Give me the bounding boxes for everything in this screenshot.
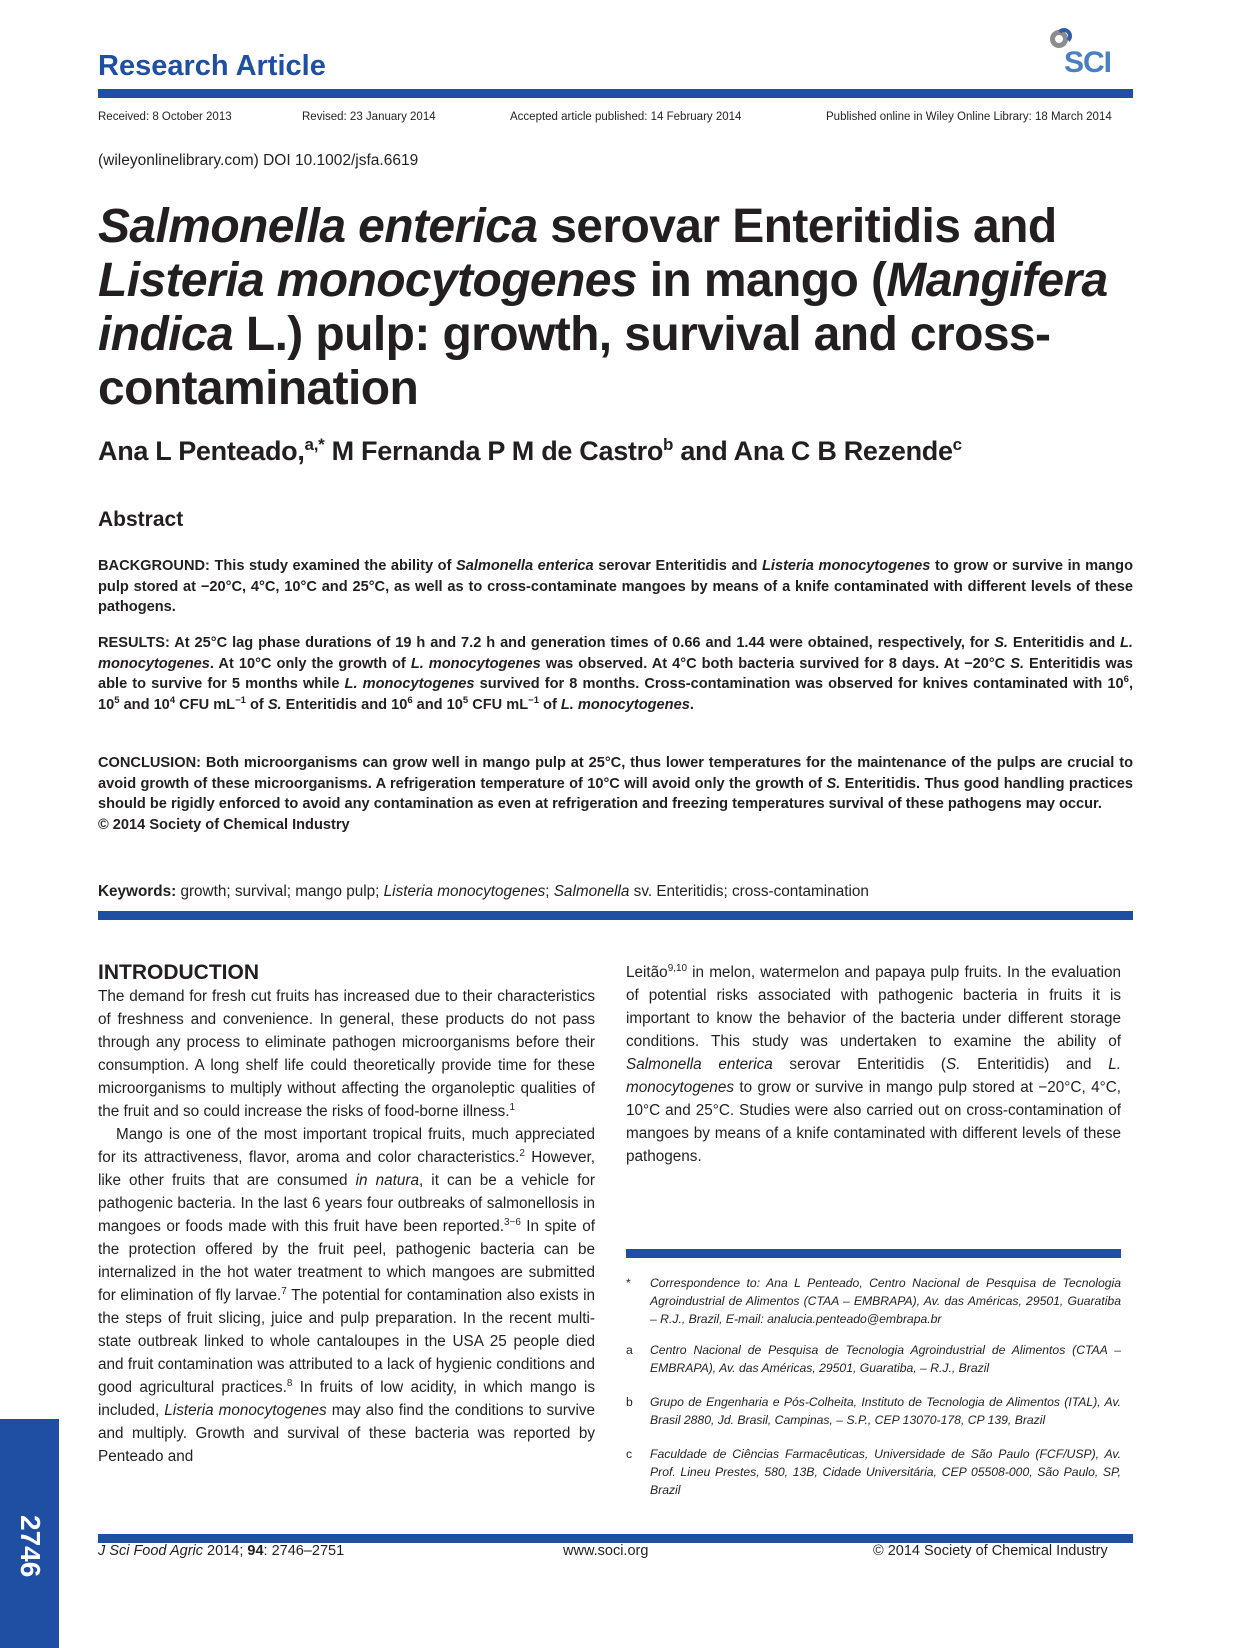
abstract-conclusion: CONCLUSION: Both microorganisms can grow well in mango pulp at 25°C, thus lower temperatures for the maintenance of the pulps are crucial to avoid growth of these microorganisms. A refrigeration temperature of 10°C will avoid only the growth of S. Enteritidis. Thus good handling practices should be rigidly enforced to avoid any contamination as even at refrigeration and freezing temperatures survival of these pathogens may occur. © 2014 Society of Chemical Industry: [98, 755, 1134, 833]
reference-link[interactable]: 9,10: [667, 962, 688, 974]
page-number: 2746: [15, 1515, 46, 1578]
author-list: [98, 436, 962, 467]
article-type-label: Research Article: [98, 50, 326, 82]
reference-link[interactable]: 1: [509, 1101, 516, 1113]
header-rule: [98, 89, 1133, 98]
received-date: Received: 8 October 2013: [98, 111, 232, 123]
footnote-text: Centro Nacional de Pesquisa de Tecnologia Agroindustrial de Alimentos (CTAA – EMBRAPA), Av. das Américas, 29501, Guaratiba, – R.J., Brazil: [650, 1343, 1121, 1375]
footnote-text: Faculdade de Ciências Farmacêuticas, Universidade de São Paulo (FCF/USP), Av. Prof. Lineu Prestes, 580, 13B, Cidade Universitária, CEP 05508-000, São Paulo, SP, Brazil: [650, 1447, 1121, 1497]
reference-link[interactable]: 7: [281, 1285, 287, 1297]
body-column-right: [626, 961, 1121, 1168]
footnote-correspondence: [626, 1274, 1121, 1328]
sci-logo: [1036, 28, 1132, 84]
title-species-1: Salmonella enterica: [98, 200, 538, 253]
footnote-affiliation-b: [626, 1393, 1121, 1429]
revised-date: Revised: 23 January 2014: [302, 111, 436, 123]
article-title: [98, 200, 1148, 416]
footer-copyright: © 2014 Society of Chemical Industry: [873, 1543, 1108, 1559]
abstract-heading: Abstract: [98, 508, 184, 531]
body-column-left: [98, 985, 595, 1468]
accepted-date: Accepted article published: 14 February 2014: [510, 111, 742, 123]
paragraph: Leitão$^{9,10}$ in melon, watermelon and papaya pulp fruits. In the evaluation of potential risks associated with pathogenic bacteria in fruits it is important to know the behavior of the bacteria under different storage conditions. This study was undertaken to examine the ability of Salmonella enterica serovar Enteritidis (S. Enteritidis) and L. monocytogenes to grow or survive in mango pulp stored at −20°C, 4°C, 10°C and 25°C. Studies were also carried out on cross-contamination of mangoes by means of a knife contaminated with different levels of these pathogens.: [626, 962, 1121, 1165]
affiliation-mark[interactable]: c: [952, 435, 962, 454]
title-part: in mango (: [636, 254, 887, 307]
footnote-affiliation-a: [626, 1341, 1121, 1377]
author-name[interactable]: and Ana C B Rezende: [673, 436, 953, 466]
footnote-mark: *: [626, 1276, 631, 1290]
published-date: Published online in Wiley Online Library: 18 March 2014: [826, 111, 1112, 123]
paragraph: The demand for fresh cut fruits has increased due to their characteristics of freshness and convenience. In general, these products do not pass through any process to eliminate pathogen microorganisms before their consumption. A long shelf life could theoretically provide time for these microorganisms to multiply without affecting the organoleptic qualities of the fruit and so could increase the risks of food-borne illness.$^1$: [98, 988, 595, 1120]
footnote-affiliation-c: [626, 1445, 1121, 1499]
title-part: L.) pulp: growth, survival and cross-contamination: [98, 308, 1051, 415]
keywords-label: Keywords:: [98, 883, 177, 900]
author-name[interactable]: M Fernanda P M de Castro: [324, 436, 664, 466]
website-link[interactable]: www.soci.org: [563, 1543, 649, 1559]
title-part: serovar Enteritidis and: [537, 200, 1057, 253]
abstract-copyright: © 2014 Society of Chemical Industry: [98, 816, 350, 833]
journal-citation: J Sci Food Agric 2014; 94: 2746–2751: [98, 1543, 345, 1559]
footnote-rule: [626, 1249, 1121, 1258]
footnote-text: Grupo de Engenharia e Pós-Colheita, Instituto de Tecnologia de Alimentos (ITAL), Av. Brasil 2880, Jd. Brasil, Campinas, – S.P., CEP 13070-178, CP 139, Brazil: [650, 1395, 1121, 1427]
footer-rule: [98, 1534, 1133, 1543]
reference-link[interactable]: 2: [519, 1147, 525, 1159]
footnote-mark: a: [626, 1343, 633, 1357]
doi-link[interactable]: (wileyonlinelibrary.com) DOI 10.1002/jsfa.6619: [98, 152, 419, 169]
title-species-2: Listeria monocytogenes: [98, 254, 637, 307]
affiliation-mark[interactable]: a,*: [304, 435, 325, 454]
keywords: Keywords: growth; survival; mango pulp; Listeria monocytogenes; Salmonella sv. Enteritidis; cross-contamination: [98, 883, 869, 900]
footnote-mark: b: [626, 1395, 633, 1409]
abstract-results: RESULTS: At 25°C lag phase durations of 19 h and 7.2 h and generation times of 0.66 and 1.44 were obtained, respectively, for S. Enteritidis and L. monocytogenes. At 10°C only the growth of L. monocytogenes was observed. At 4°C both bacteria survived for 8 days. At −20°C S. Enteritidis was able to survive for 5 months while L. monocytogenes survived for 8 months. Cross-contamination was observed for knives contaminated with $10^6$, $10^5$ and $10^4$ CFU $mL^{-1}$ of S. Enteritidis and $10^6$ and $10^5$ CFU $mL^{-1}$ of L. monocytogenes.: [98, 635, 1134, 713]
paragraph: Mango is one of the most important tropical fruits, much appreciated for its attractiveness, flavor, aroma and color characteristics.$^2$ However, like other fruits that are consumed in natura, it can be a vehicle for pathogenic bacteria. In the last 6 years four outbreaks of salmonellosis in mangoes or foods made with this fruit have been reported.$^{3-6}$ In spite of the protection offered by the fruit peel, pathogenic bacteria can be internalized in the hot water treatment to which mangoes are submitted for elimination of fly larvae.$^7$ The potential for contamination also exists in the steps of fruit slicing, juice and pulp preparation. In the recent multi-state outbreak linked to whole cantaloupes in the USA 25 people died and fruit contamination was attributed to a lack of hygienic conditions and good agricultural practices.$^8$ In fruits of low acidity, in which mango is included, Listeria monocytogenes may also find the conditions to survive and multiply. Growth and survival of these bacteria was reported by Penteado and: [98, 1126, 596, 1465]
logo-arc-icon: [1056, 28, 1072, 44]
logo-text: SCI: [1064, 46, 1112, 79]
reference-link[interactable]: 8: [286, 1377, 293, 1389]
author-name[interactable]: Ana L Penteado,: [98, 436, 305, 466]
introduction-heading: INTRODUCTION: [98, 961, 259, 984]
reference-link[interactable]: 3−6: [504, 1216, 521, 1228]
page-number-tab: [0, 1419, 59, 1648]
footnote-mark: c: [626, 1447, 633, 1461]
abstract-background: BACKGROUND: This study examined the ability of Salmonella enterica serovar Enteritidis and Listeria monocytogenes to grow or survive in mango pulp stored at −20°C, 4°C, 10°C and 25°C, as well as to cross-contaminate mangoes by means of a knife contaminated with different levels of these pathogens.: [98, 558, 1134, 615]
title-species-3: Mangifera indica: [98, 254, 1108, 361]
abstract-rule: [98, 911, 1133, 920]
footnote-text: Correspondence to: Ana L Penteado, Centro Nacional de Pesquisa de Tecnologia Agroindustrial de Alimentos (CTAA – EMBRAPA), Av. das Américas, 29501, Guaratiba – R.J., Brazil, E-mail: analucia.penteado@embrapa.br: [650, 1276, 1121, 1326]
affiliation-mark[interactable]: b: [663, 435, 674, 454]
